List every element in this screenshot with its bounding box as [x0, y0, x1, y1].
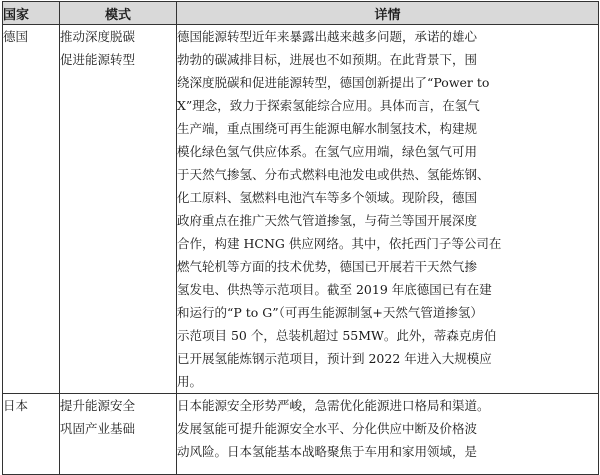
mode-line: 巩固产业基础 — [60, 421, 136, 436]
country-cell: 德国 — [3, 25, 60, 394]
detail-line: 德国能源转型近年来暴露出越来越多问题，承诺的雄心 — [177, 29, 478, 44]
detail-line: 动风险。日本氢能基本战略聚焦于车用和家用领域，是 — [177, 444, 478, 459]
detail-line: 氢发电、供热等示范项目。截至 2019 年底德国已有在建 — [177, 282, 492, 297]
detail-line: 绕深度脱碳和促进能源转型，德国创新提出了“Power to — [177, 75, 490, 90]
detail-line: 日本能源安全形势严峻，急需优化能源进口格局和渠道。 — [177, 398, 490, 413]
mode-line: 促进能源转型 — [60, 52, 136, 67]
detail-line: X”理念，致力于探索氢能综合应用。具体而言，在氢气 — [177, 98, 480, 113]
table-row — [3, 25, 599, 394]
country-cell: 日本 — [3, 394, 60, 475]
mode-line: 推动深度脱碳 — [60, 29, 136, 44]
detail-line: 已开展氢能炼钢示范项目，预计到 2022 年进入大规模应 — [177, 351, 492, 366]
detail-line: 模化绿色氢气供应体系。在氢气应用端，绿色氢气可用 — [177, 144, 478, 159]
detail-line: 用。 — [177, 374, 203, 389]
header-country: 国家 — [3, 2, 60, 25]
mode-cell — [60, 394, 177, 475]
detail-line: 燃气轮机等方面的技术优势，德国已开展若干天然气掺 — [177, 259, 478, 274]
mode-cell — [60, 25, 177, 394]
detail-line: 生产端，重点围绕可再生能源电解水制氢技术，构建规 — [177, 121, 478, 136]
policy-comparison-table — [2, 1, 599, 475]
detail-cell — [177, 394, 599, 475]
table-header-row — [3, 2, 599, 25]
detail-line: 合作，构建 HCNG 供应网络。其中，依托西门子等公司在 — [177, 236, 502, 251]
detail-line: 于天然气掺氢、分布式燃料电池发电或供热、氢能炼钢、 — [177, 167, 490, 182]
detail-line: 和运行的“P to G”（可再生能源制氢+天然气管道掺氢） — [177, 305, 483, 320]
mode-line: 提升能源安全 — [60, 398, 136, 413]
table-row — [3, 394, 599, 475]
detail-line: 示范项目 50 个，总装机超过 55MW。此外，蒂森克虏伯 — [177, 328, 497, 343]
detail-line: 化工原料、氢燃料电池汽车等多个领域。现阶段，德国 — [177, 190, 478, 205]
detail-line: 政府重点在推广天然气管道掺氢，与荷兰等国开展深度 — [177, 213, 478, 228]
detail-line: 勃勃的碳减排目标，进展也不如预期。在此背景下，围 — [177, 52, 478, 67]
header-mode: 模式 — [60, 2, 177, 25]
header-detail: 详情 — [177, 2, 599, 25]
detail-cell — [177, 25, 599, 394]
detail-line: 发展氢能可提升能源安全水平、分化供应中断及价格波 — [177, 421, 478, 436]
